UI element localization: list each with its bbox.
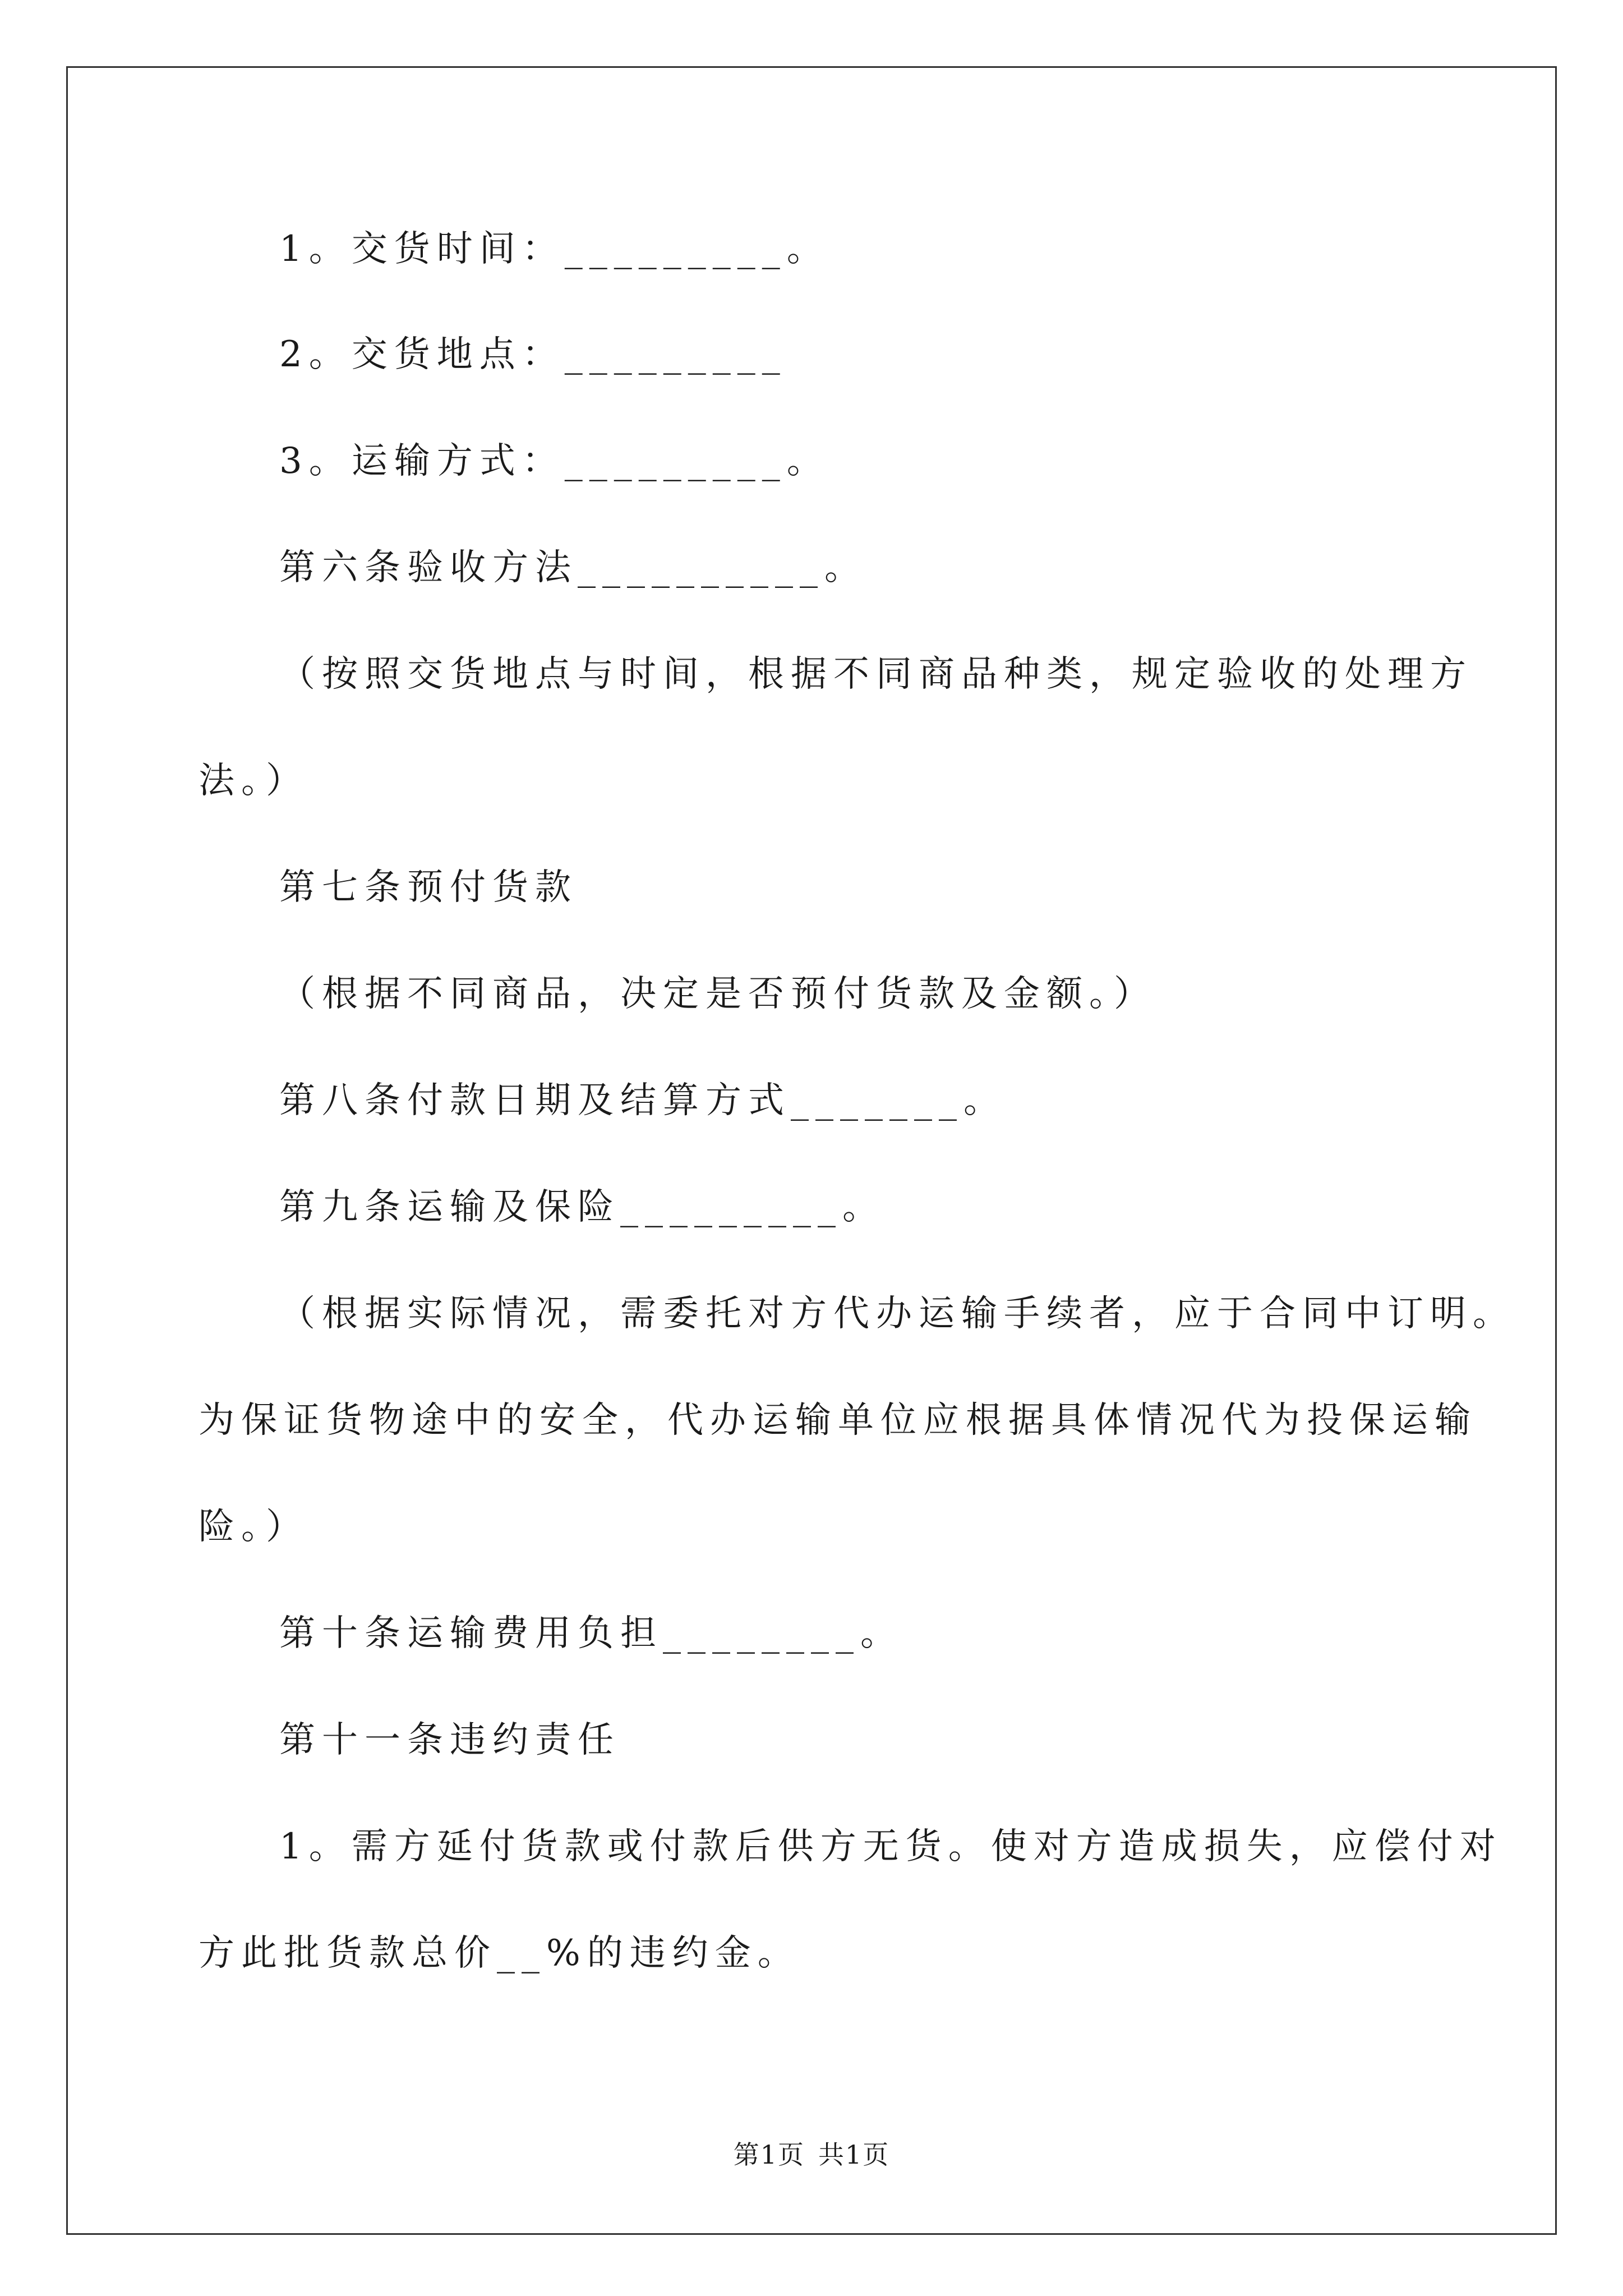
transport-method-line: 3。运输方式：_________。 bbox=[279, 440, 829, 482]
article-9-heading: 第九条运输及保险_________。 bbox=[279, 1186, 885, 1228]
article-11-item-1-line-1: 1。需方延付货款或付款后供方无货。使对方造成损失，应偿付对 bbox=[279, 1826, 1502, 1867]
article-7-note: （根据不同商品，决定是否预付货款及金额。） bbox=[279, 973, 1156, 1015]
page-number-current: 第1页 bbox=[733, 2139, 805, 2170]
page-footer bbox=[0, 2134, 1623, 2171]
article-10-heading: 第十条运输费用负担________。 bbox=[279, 1613, 903, 1654]
delivery-time-line: 1。交货时间：_________。 bbox=[279, 228, 829, 270]
delivery-place-line: 2。交货地点：_________ bbox=[279, 334, 787, 375]
article-7-heading: 第七条预付货款 bbox=[279, 867, 578, 908]
article-9-note-line-2: 为保证货物途中的安全，代办运输单位应根据具体情况代为投保运输 bbox=[199, 1400, 1477, 1441]
article-6-note-line-1: （按照交货地点与时间，根据不同商品种类，规定验收的处理方 bbox=[279, 654, 1473, 695]
article-11-item-1-line-2: 方此批货款总价__%的违约金。 bbox=[199, 1932, 800, 1974]
page-border bbox=[66, 66, 1557, 2235]
article-9-note-line-1: （根据实际情况，需委托对方代办运输手续者，应于合同中订明。 bbox=[279, 1293, 1515, 1335]
article-6-heading: 第六条验收方法__________。 bbox=[279, 547, 867, 588]
article-6-note-line-2: 法。） bbox=[199, 760, 308, 802]
page-number-total: 共1页 bbox=[818, 2139, 890, 2170]
article-9-note-line-3: 险。） bbox=[199, 1506, 308, 1548]
article-11-heading: 第十一条违约责任 bbox=[279, 1719, 620, 1761]
article-8-heading: 第八条付款日期及结算方式_______。 bbox=[279, 1080, 1006, 1121]
